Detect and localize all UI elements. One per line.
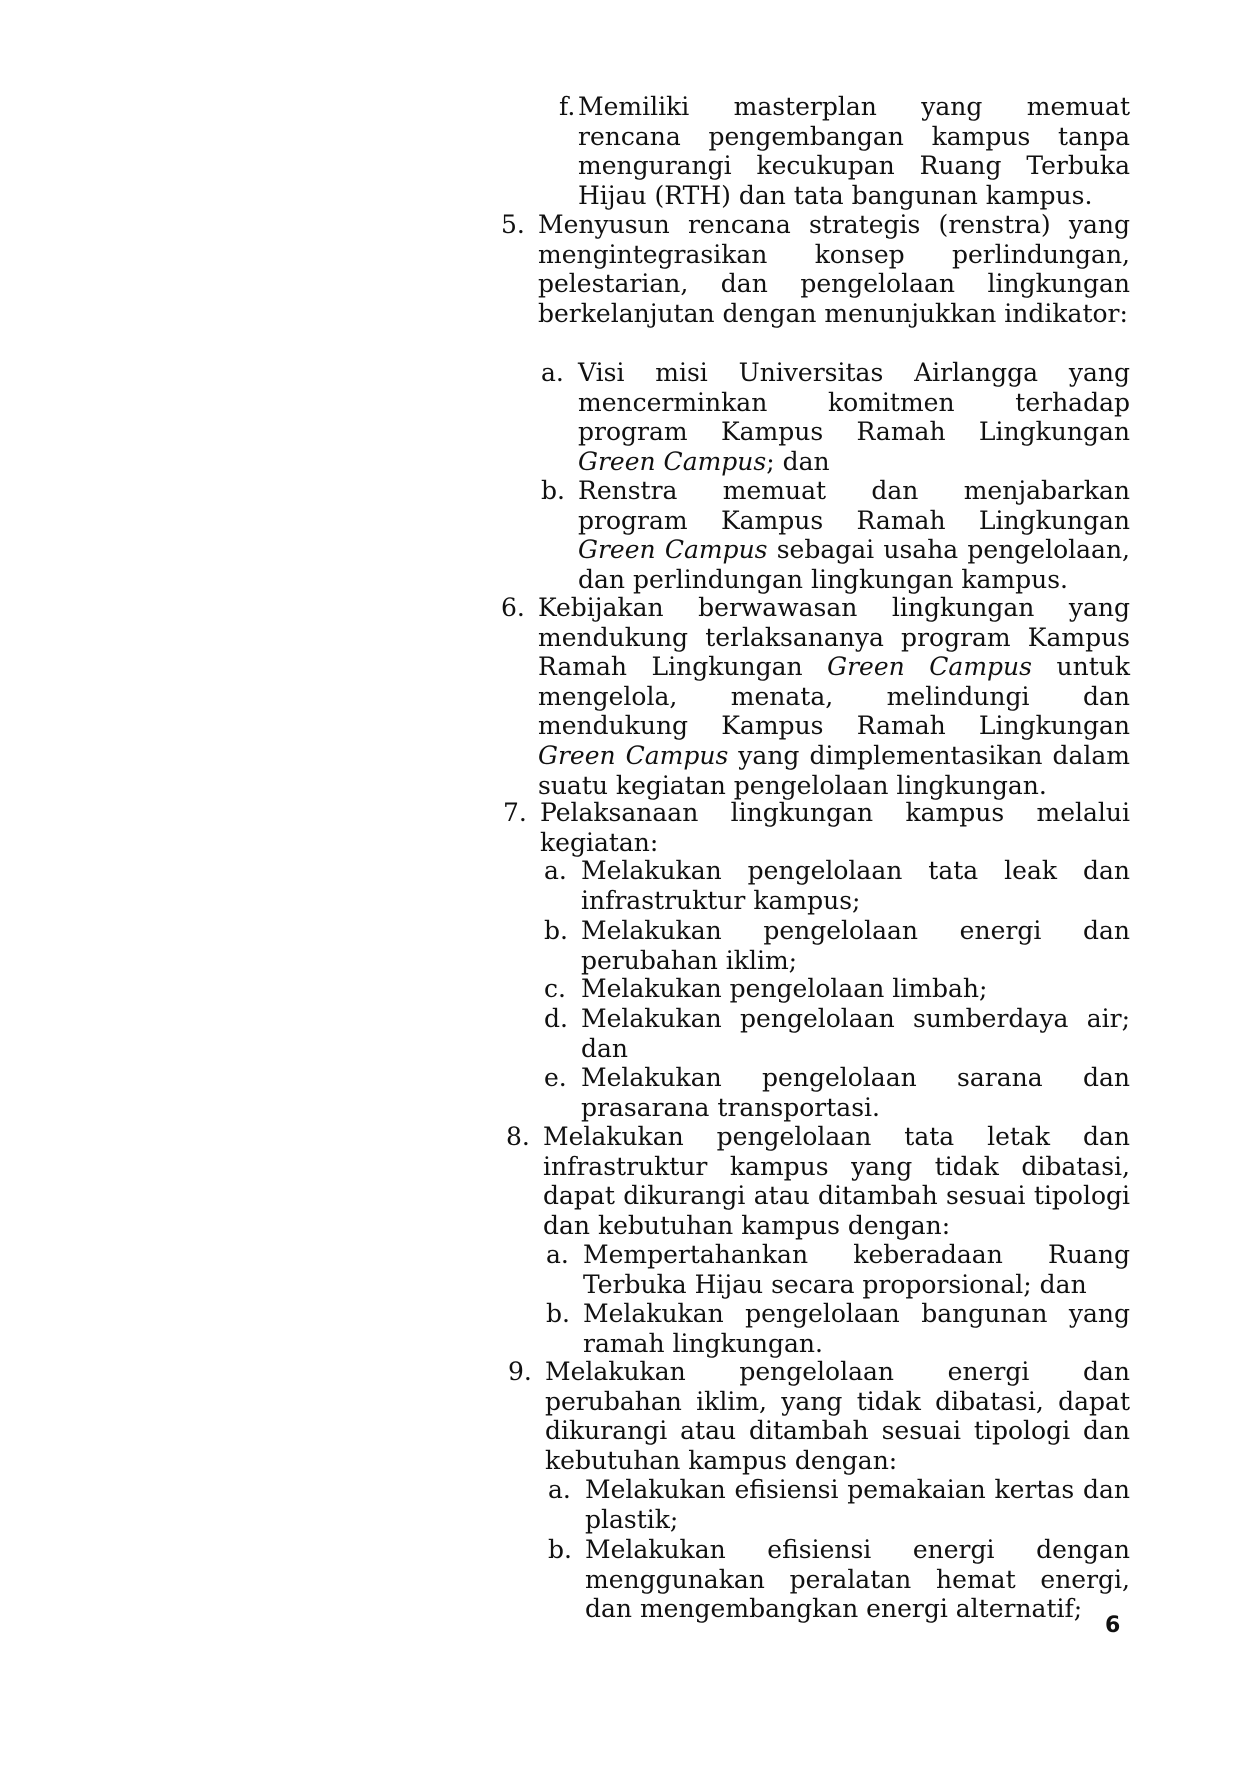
item-marker: 9. bbox=[508, 1357, 532, 1386]
list-item bbox=[501, 210, 1130, 328]
list-item bbox=[559, 92, 1130, 210]
list-item bbox=[501, 593, 1130, 800]
item-text: Memiliki masterplan yang memuat rencana pengembangan kampus tanpa mengurangi kecukupan Ruang Terbuka Hijau (RTH) dan tata bangunan kampus. bbox=[578, 92, 1130, 210]
item-text: Visi misi Universitas Airlangga yang mencerminkan komitmen terhadap program Kampus Ramah Lingkungan Green Campus; dan bbox=[578, 358, 1130, 476]
list-item bbox=[544, 974, 1130, 1004]
italic-term: Green Campus bbox=[538, 740, 729, 770]
item-marker: d. bbox=[544, 1004, 568, 1033]
item-text: Melakukan pengelolaan energi dan perubahan iklim, yang tidak dibatasi, dapat dikurangi atau ditambah sesuai tipologi dan kebutuhan kampus dengan: bbox=[545, 1357, 1130, 1475]
list-item bbox=[541, 358, 1130, 476]
item-text: Kebijakan berwawasan lingkungan yang mendukung terlaksananya program Kampus Ramah Lingkungan Green Campus untuk mengelola, menata, melindungi dan mendukung Kampus Ramah Lingkungan Green Campus yang dimplementasikan dalam suatu kegiatan pengelolaan lingkungan. bbox=[538, 593, 1130, 800]
item-text: Melakukan efisiensi energi dengan menggunakan peralatan hemat energi, dan mengembangkan energi alternatif; bbox=[585, 1535, 1130, 1624]
list-item bbox=[546, 1240, 1130, 1299]
list-item bbox=[544, 1004, 1130, 1063]
list-item bbox=[503, 798, 1130, 857]
item-text: Melakukan pengelolaan limbah; bbox=[581, 974, 988, 1003]
item-marker: b. bbox=[544, 916, 568, 945]
item-marker: a. bbox=[548, 1475, 571, 1504]
italic-term: Green Campus bbox=[578, 446, 767, 476]
page-number: 6 bbox=[1105, 1613, 1121, 1638]
item-text: Melakukan pengelolaan tata leak dan infrastruktur kampus; bbox=[581, 856, 1130, 915]
item-marker: f. bbox=[559, 92, 576, 121]
list-item bbox=[544, 856, 1130, 915]
item-marker: b. bbox=[541, 476, 565, 505]
item-text: Melakukan pengelolaan sarana dan prasarana transportasi. bbox=[581, 1063, 1130, 1122]
item-marker: b. bbox=[548, 1535, 572, 1564]
item-text: Mempertahankan keberadaan Ruang Terbuka Hijau secara proporsional; dan bbox=[583, 1240, 1130, 1299]
list-item bbox=[546, 1299, 1130, 1358]
list-item bbox=[548, 1535, 1130, 1624]
italic-term: Green Campus bbox=[578, 535, 768, 565]
item-text: Melakukan pengelolaan energi dan perubahan iklim; bbox=[581, 916, 1130, 975]
item-marker: a. bbox=[544, 856, 567, 885]
item-text: Melakukan pengelolaan bangunan yang ramah lingkungan. bbox=[583, 1299, 1130, 1358]
list-item bbox=[548, 1475, 1130, 1534]
item-marker: 7. bbox=[503, 798, 527, 827]
list-item bbox=[544, 1063, 1130, 1122]
item-text: Pelaksanaan lingkungan kampus melalui kegiatan: bbox=[540, 798, 1130, 857]
item-marker: 6. bbox=[501, 593, 525, 622]
item-text: Melakukan pengelolaan sumberdaya air; dan bbox=[581, 1004, 1130, 1063]
item-text: Menyusun rencana strategis (renstra) yang mengintegrasikan konsep perlindungan, pelestarian, dan pengelolaan lingkungan berkelanjutan dengan menunjukkan indikator: bbox=[538, 210, 1130, 328]
list-item bbox=[506, 1122, 1130, 1240]
italic-term: Green Campus bbox=[827, 652, 1032, 682]
list-item bbox=[544, 916, 1130, 975]
item-marker: 5. bbox=[501, 210, 525, 239]
item-marker: c. bbox=[544, 974, 566, 1003]
item-marker: a. bbox=[546, 1240, 569, 1269]
item-marker: 8. bbox=[506, 1122, 530, 1151]
item-text: Melakukan pengelolaan tata letak dan infrastruktur kampus yang tidak dibatasi, dapat dikurangi atau ditambah sesuai tipologi dan kebutuhan kampus dengan: bbox=[543, 1122, 1130, 1240]
item-text: Melakukan efisiensi pemakaian kertas dan plastik; bbox=[585, 1475, 1130, 1534]
item-marker: e. bbox=[544, 1063, 567, 1092]
list-item bbox=[541, 476, 1131, 594]
item-marker: a. bbox=[541, 358, 564, 387]
list-item bbox=[508, 1357, 1130, 1475]
item-marker: b. bbox=[546, 1299, 570, 1328]
item-text: Renstra memuat dan menjabarkan program Kampus Ramah Lingkungan Green Campus sebagai usaha pengelolaan, dan perlindungan lingkungan kampus. bbox=[578, 476, 1131, 594]
